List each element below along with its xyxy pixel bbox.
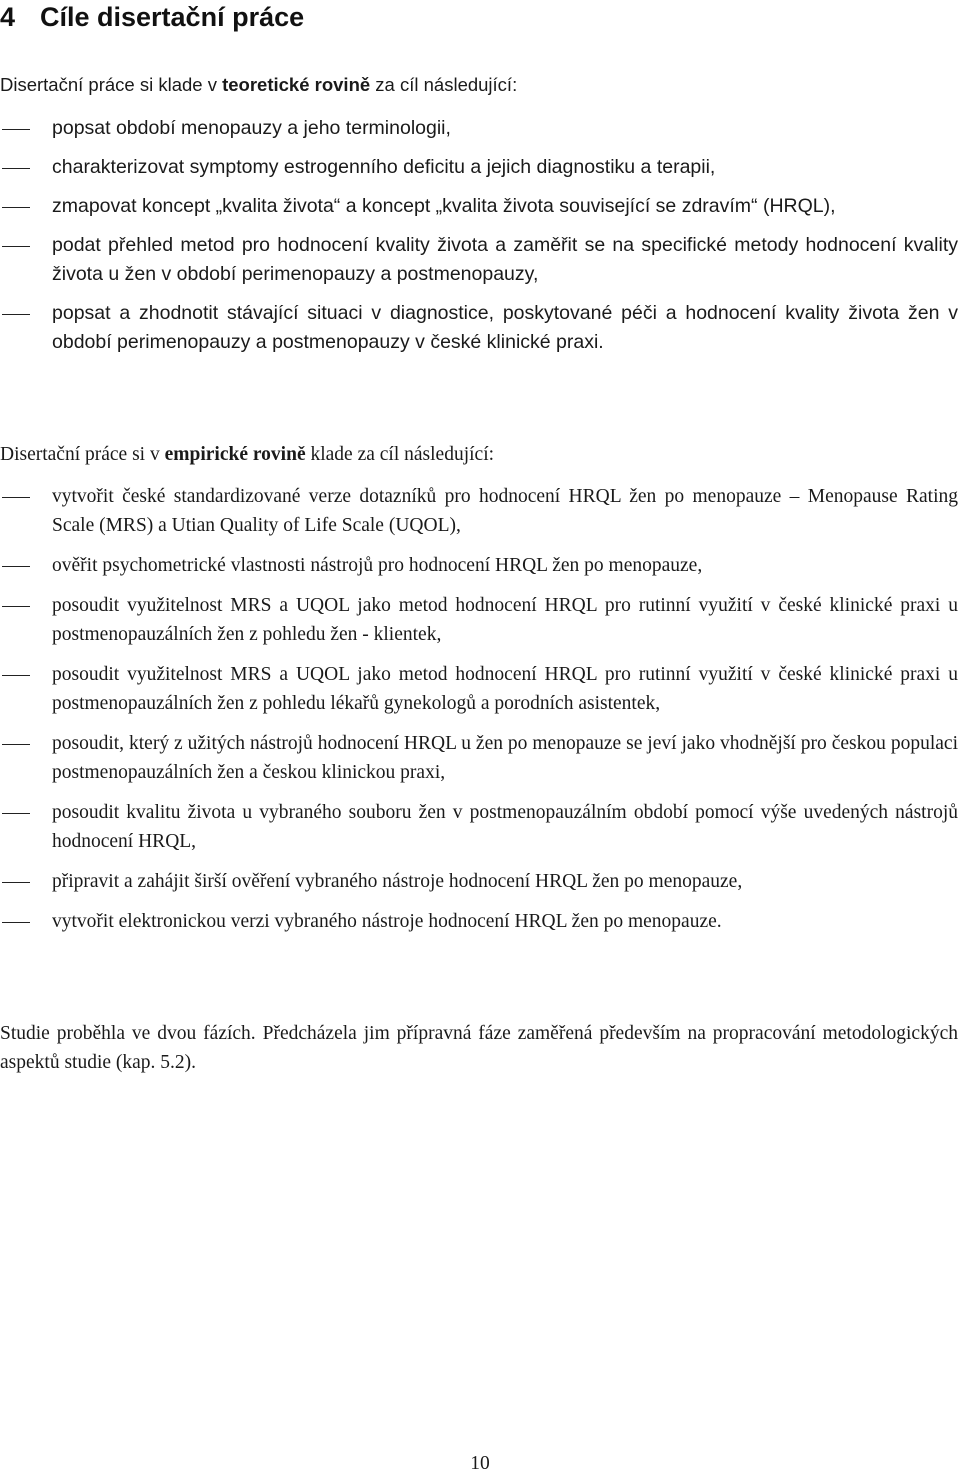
chapter-heading	[0, 0, 304, 34]
list-item-text: vytvořit elektronickou verzi vybraného nástroje hodnocení HRQL žen po menopauze.	[52, 911, 722, 932]
list-item-text: ověřit psychometrické vlastnosti nástrojů pro hodnocení HRQL žen po menopauze,	[52, 555, 703, 576]
list-item	[0, 231, 958, 289]
list-item-text: charakterizovat symptomy estrogenního deficitu a jejich diagnostiku a terapii,	[52, 156, 716, 178]
theoretical-goals-list	[0, 114, 958, 357]
list-item-text: posoudit, který z užitých nástrojů hodnocení HRQL u žen po menopauze se jeví jako vhodnější pro českou populaci postmenopauzálních žen a českou klinickou praxi,	[52, 733, 958, 783]
intro-bold-text: teoretické rovině	[222, 74, 371, 95]
list-item-text: vytvořit české standardizované verze dotazníků pro hodnocení HRQL žen po menopauze – Menopause Rating Scale (MRS) a Utian Quality of Life Scale (UQOL),	[52, 486, 958, 536]
list-item	[0, 867, 958, 896]
closing-paragraph: Studie proběhla ve dvou fázích. Předcházela jim přípravná fáze zaměřená především na propracování metodologických aspektů studie (kap. 5.2).	[0, 1023, 958, 1073]
list-item	[0, 591, 958, 649]
list-item	[0, 482, 958, 540]
list-item	[0, 299, 958, 357]
list-item	[0, 114, 958, 143]
list-item-text: zmapovat koncept „kvalita života“ a koncept „kvalita života související se zdravím“ (HRQL),	[52, 195, 836, 217]
intro-text: Disertační práce si klade v	[0, 74, 223, 95]
intro-text-end: klade za cíl následující:	[305, 444, 495, 465]
list-item-text: připravit a zahájit širší ověření vybraného nástroje hodnocení HRQL žen po menopauze,	[52, 871, 743, 892]
list-item-text: popsat období menopauzy a jeho terminologii,	[52, 117, 451, 139]
intro-text-end: za cíl následující:	[370, 74, 518, 95]
list-item-text: posoudit využitelnost MRS a UQOL jako metod hodnocení HRQL pro rutinní využití v české klinické praxi u postmenopauzálních žen z pohledu žen - klientek,	[52, 595, 958, 645]
list-item	[0, 153, 958, 182]
intro-text: Disertační práce si v	[0, 444, 165, 465]
list-item-text: popsat a zhodnotit stávající situaci v diagnostice, poskytované péči a hodnocení kvality života žen v období perimenopauzy a postmenopauzy v české klinické praxi.	[52, 302, 958, 353]
list-item	[0, 907, 958, 936]
page-number: 10	[470, 1453, 490, 1474]
list-item	[0, 798, 958, 856]
list-item-text: posoudit kvalitu života u vybraného souboru žen v postmenopauzálním období pomocí výše uvedených nástrojů hodnocení HRQL,	[52, 802, 958, 852]
intro-bold-text: empirické rovině	[164, 444, 306, 465]
list-item	[0, 192, 958, 221]
theoretical-intro	[0, 70, 958, 99]
list-item-text: posoudit využitelnost MRS a UQOL jako metod hodnocení HRQL pro rutinní využití v české klinické praxi u postmenopauzálních žen z pohledu lékařů gynekologů a porodních asistentek,	[52, 664, 958, 714]
list-item-text: podat přehled metod pro hodnocení kvality života a zaměřit se na specifické metody hodnocení kvality života u žen v období perimenopauzy a postmenopauzy,	[52, 234, 958, 285]
empirical-intro	[0, 440, 958, 469]
chapter-title: Cíle disertační práce	[40, 2, 305, 32]
chapter-number: 4	[0, 2, 16, 32]
list-item	[0, 729, 958, 787]
list-item	[0, 660, 958, 718]
list-item	[0, 551, 958, 580]
empirical-goals-list	[0, 482, 958, 936]
